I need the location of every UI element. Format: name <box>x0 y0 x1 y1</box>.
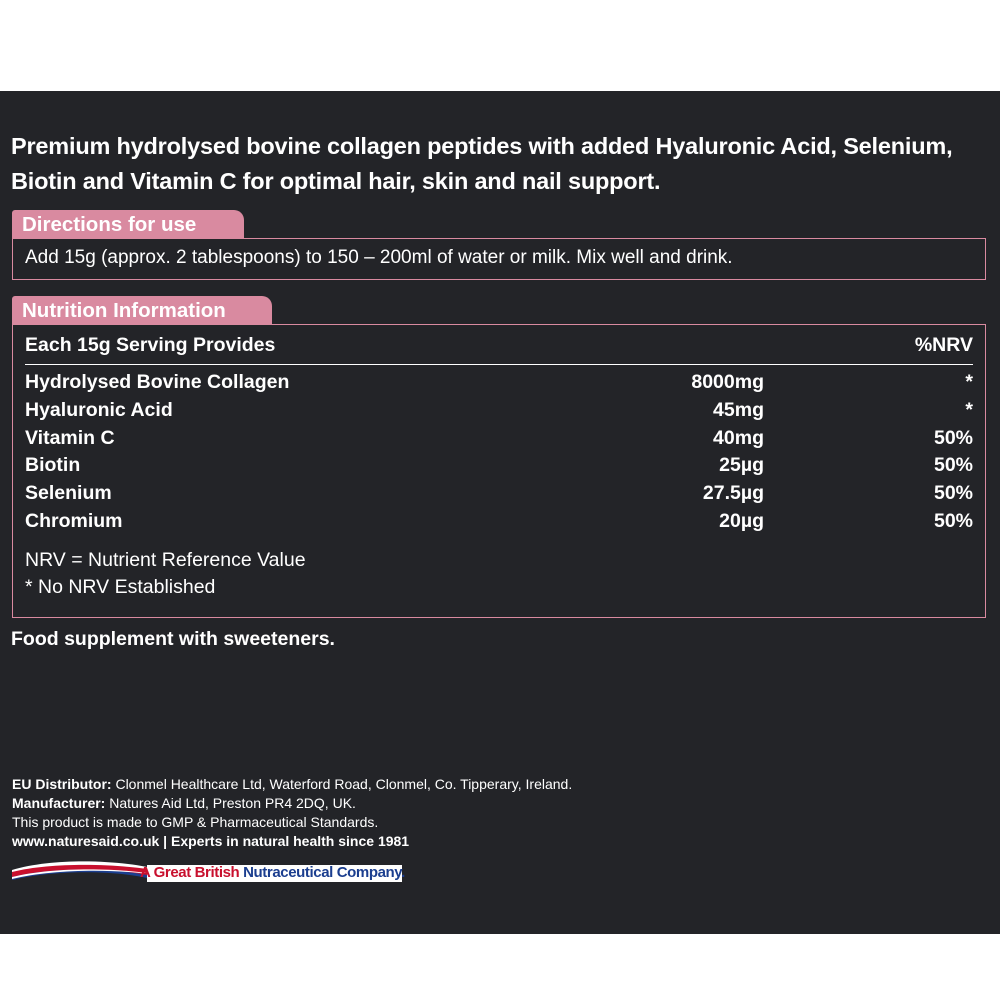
nutrient-name: Hydrolysed Bovine Collagen <box>25 371 290 393</box>
nrv-definition: NRV = Nutrient Reference Value <box>25 549 306 571</box>
header-divider <box>25 364 973 365</box>
nutrient-nrv: 50% <box>933 482 973 504</box>
manufacturer-text: Natures Aid Ltd, Preston PR4 2DQ, UK. <box>109 795 356 811</box>
nutrient-name: Chromium <box>25 510 123 532</box>
distributor-label: EU Distributor: <box>12 776 112 792</box>
standards-line: This product is made to GMP & Pharmaceutical Standards. <box>12 814 379 830</box>
nutrient-nrv: 50% <box>933 454 973 476</box>
nutrition-box <box>12 324 986 618</box>
nutrition-header-row <box>25 334 973 360</box>
nutrient-nrv: * <box>965 371 973 393</box>
nutrient-amount: 25µg <box>719 454 764 476</box>
nutrition-row <box>25 427 973 453</box>
nutrient-name: Vitamin C <box>25 427 115 449</box>
nutrient-name: Biotin <box>25 454 81 476</box>
tagline-rest: Nutraceutical Company. <box>243 864 405 881</box>
nutrition-row <box>25 482 973 508</box>
serving-label: Each 15g Serving Provides <box>25 334 276 356</box>
directions-box <box>12 238 986 280</box>
nutrient-nrv: 50% <box>933 427 973 449</box>
manufacturer-label: Manufacturer: <box>12 795 106 811</box>
directions-tab: Directions for use <box>12 210 244 238</box>
nrv-footnote: * No NRV Established <box>25 576 216 598</box>
distributor-text: Clonmel Healthcare Ltd, Waterford Road, Clonmel, Co. Tipperary, Ireland. <box>115 776 573 792</box>
nutrient-nrv: * <box>965 399 973 421</box>
nutrition-row <box>25 371 973 397</box>
nutrient-amount: 8000mg <box>691 371 764 393</box>
supplement-note: Food supplement with sweeteners. <box>11 628 335 650</box>
nutrient-amount: 27.5µg <box>702 482 764 504</box>
label-panel <box>0 91 1000 934</box>
directions-text: Add 15g (approx. 2 tablespoons) to 150 – 200ml of water or milk. Mix well and drink. <box>25 247 733 268</box>
nutrition-row <box>25 454 973 480</box>
nutrition-tab: Nutrition Information <box>12 296 272 324</box>
nutrient-nrv: 50% <box>933 510 973 532</box>
nutrition-row <box>25 510 973 536</box>
tagline <box>140 864 405 881</box>
nutrient-amount: 20µg <box>719 510 764 532</box>
tagline-red: A Great British <box>140 864 240 881</box>
nutrient-amount: 40mg <box>713 427 764 449</box>
union-flag-swoosh <box>12 858 412 888</box>
nrv-header: %NRV <box>914 334 973 356</box>
nutrient-name: Hyaluronic Acid <box>25 399 173 421</box>
nutrient-name: Selenium <box>25 482 112 504</box>
manufacturer-line <box>12 794 356 813</box>
nutrient-amount: 45mg <box>713 399 764 421</box>
website-line: www.naturesaid.co.uk | Experts in natural health since 1981 <box>12 833 410 849</box>
intro-text: Premium hydrolysed bovine collagen peptides with added Hyaluronic Acid, Selenium, Biotin and Vitamin C for optimal hair, skin and nail support. <box>11 133 953 194</box>
nutrition-row <box>25 399 973 425</box>
distributor-line <box>12 775 572 794</box>
